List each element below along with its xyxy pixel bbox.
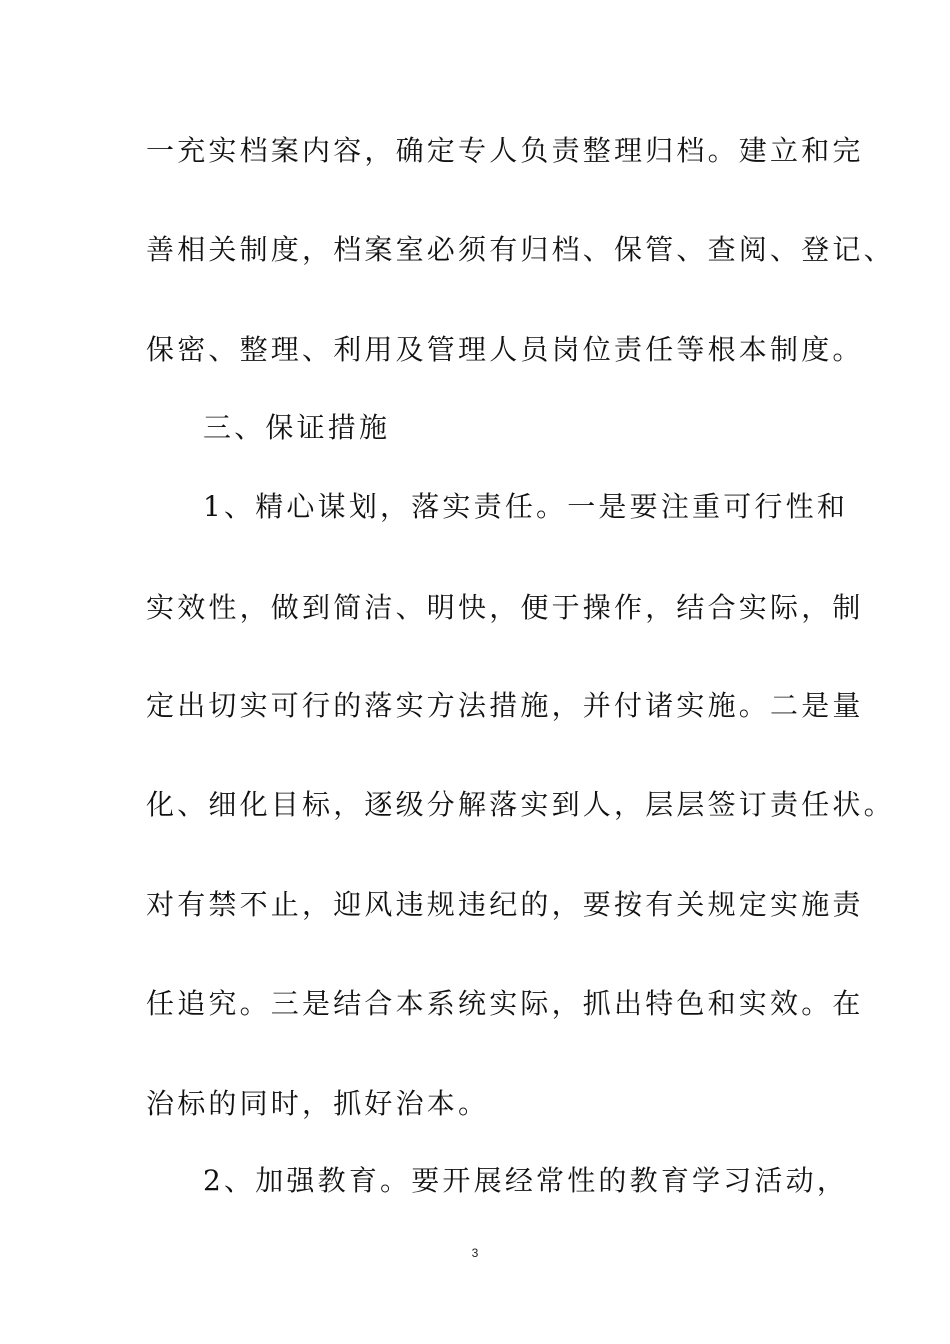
section-heading: 三、保证措施 [203, 411, 391, 444]
paragraph-line-11: 治标的同时，抓好治本。 [146, 1087, 490, 1120]
paragraph-line-5: 1、精心谋划，落实责任。一是要注重可行性和 [203, 490, 849, 523]
paragraph-line-3: 保密、整理、利用及管理人员岗位责任等根本制度。 [146, 333, 864, 366]
paragraph-line-7: 定出切实可行的落实方法措施，并付诸实施。二是量 [146, 689, 864, 722]
paragraph-line-8: 化、细化目标，逐级分解落实到人，层层签订责任状。 [146, 788, 895, 821]
paragraph-line-6: 实效性，做到简洁、明快，便于操作，结合实际，制 [146, 591, 864, 624]
paragraph-line-2: 善相关制度，档案室必须有归档、保管、查阅、登记、 [146, 233, 895, 266]
paragraph-line-1: 一充实档案内容，确定专人负责整理归档。建立和完 [146, 134, 864, 167]
page-number: 3 [471, 1246, 479, 1260]
paragraph-line-9: 对有禁不止，迎风违规违纪的，要按有关规定实施责 [146, 888, 864, 921]
paragraph-line-10: 任追究。三是结合本系统实际，抓出特色和实效。在 [146, 987, 864, 1020]
paragraph-line-12: 2、加强教育。要开展经常性的教育学习活动， [203, 1164, 849, 1197]
